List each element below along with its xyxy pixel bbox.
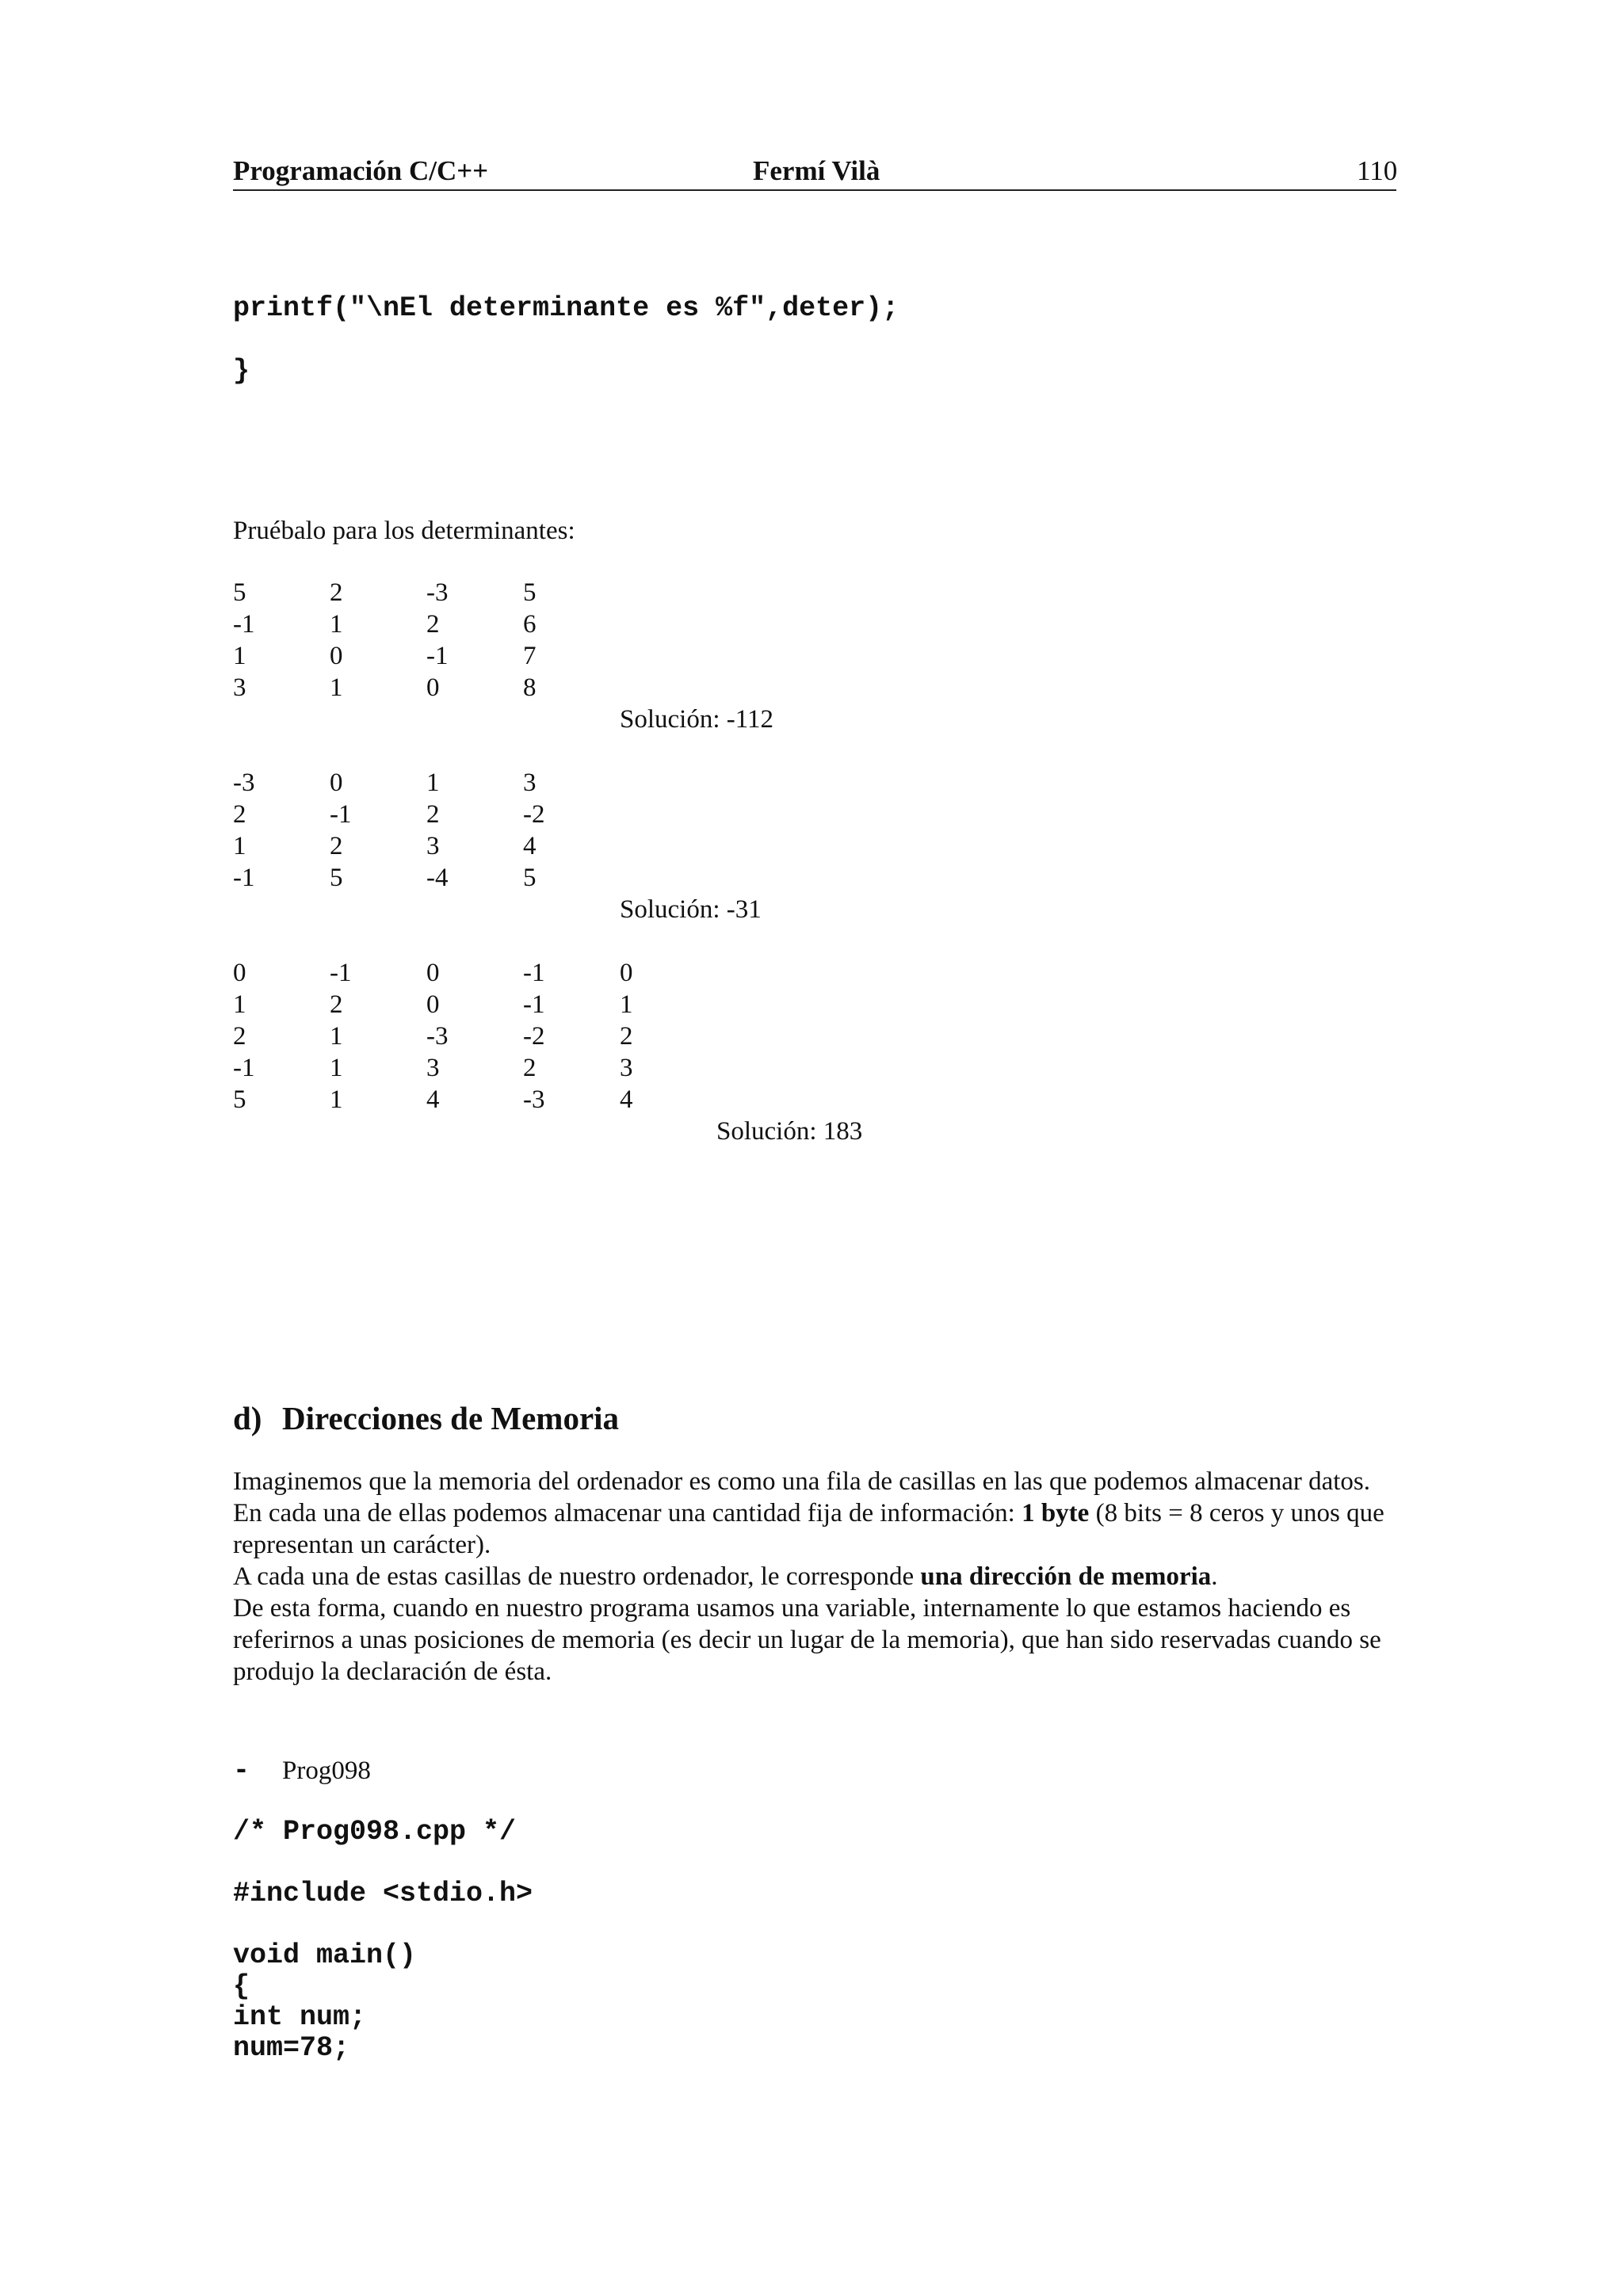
matrix-3-cell: 0: [426, 990, 440, 1019]
matrix-1-cell: 0: [330, 642, 343, 670]
paragraph-line-3: De esta forma, cuando en nuestro programa usamos una variable, internamente lo que estamos haciendo es referirnos a unas posiciones de memoria (es decir un lugar de la memoria), que han sido reservadas cuando se produjo la declaración de ésta.: [233, 1594, 1381, 1686]
matrix-2-cell: 2: [330, 832, 343, 860]
code-declaration: int num;: [233, 2001, 367, 2033]
paragraph-bold-address: una dirección de memoria: [920, 1562, 1212, 1591]
paragraph-text: (8 bits = 8 ceros y unos que representan un carácter).: [233, 1499, 1384, 1559]
matrix-2-cell: -2: [523, 800, 545, 829]
matrix-3-cell: 1: [330, 1022, 343, 1051]
code-main: void main(): [233, 1939, 417, 1971]
matrix-2-cell: 2: [426, 800, 440, 829]
code-comment: /* Prog098.cpp */: [233, 1816, 517, 1848]
matrix-2-cell: -3: [233, 769, 255, 797]
matrix-1-cell: 0: [426, 673, 440, 702]
matrix-1-cell: 5: [233, 578, 246, 607]
matrix-3-cell: 4: [620, 1085, 633, 1114]
matrix-2-cell: -1: [330, 800, 352, 829]
matrix-1-cell: 1: [330, 673, 343, 702]
paragraph-text: .: [1211, 1562, 1218, 1591]
matrix-3-cell: -2: [523, 1022, 545, 1051]
matrix-2-cell: 5: [330, 864, 343, 892]
matrix-3-cell: 2: [330, 990, 343, 1019]
section-title: Direcciones de Memoria: [282, 1400, 620, 1436]
code-open-brace: {: [233, 1970, 250, 2002]
matrix-2-cell: 2: [233, 800, 246, 829]
matrix-1-solution: Solución: -112: [620, 705, 774, 734]
matrix-3-cell: 1: [620, 990, 633, 1019]
matrix-1-cell: -1: [233, 610, 255, 639]
matrix-2-cell: 0: [330, 769, 343, 797]
matrix-3-cell: 1: [330, 1054, 343, 1082]
matrix-3-cell: 2: [620, 1022, 633, 1051]
matrix-1-cell: 6: [523, 610, 537, 639]
matrix-2-cell: -1: [233, 864, 255, 892]
matrix-3-cell: 5: [233, 1085, 246, 1114]
matrix-1-cell: 8: [523, 673, 537, 702]
matrix-3-cell: 1: [330, 1085, 343, 1114]
matrix-1-cell: 2: [426, 610, 440, 639]
matrix-3-cell: 2: [523, 1054, 537, 1082]
matrix-3-cell: 3: [426, 1054, 440, 1082]
matrix-1-cell: 5: [523, 578, 537, 607]
code-closing-brace: }: [233, 355, 250, 387]
matrix-3-cell: -3: [523, 1085, 545, 1114]
matrix-3-cell: 4: [426, 1085, 440, 1114]
header-rule: [233, 189, 1396, 191]
memory-paragraph: [233, 1466, 1398, 1688]
matrix-3-cell: 0: [426, 959, 440, 987]
program-name: Prog098: [282, 1756, 371, 1785]
matrix-2-cell: 5: [523, 864, 537, 892]
matrix-3-cell: -3: [426, 1022, 449, 1051]
matrix-3-cell: 0: [620, 959, 633, 987]
paragraph-line-1: [233, 1466, 1398, 1561]
matrix-1-cell: -3: [426, 578, 449, 607]
bullet-dash: -: [233, 1755, 250, 1787]
matrix-3-cell: 2: [233, 1022, 246, 1051]
matrix-3-cell: 3: [620, 1054, 633, 1082]
page-number: 110: [1357, 155, 1398, 186]
matrix-3-solution: Solución: 183: [716, 1117, 863, 1146]
matrix-2-cell: 1: [426, 769, 440, 797]
paragraph-bold-byte: 1 byte: [1022, 1499, 1090, 1527]
matrix-3-cell: -1: [330, 959, 352, 987]
section-marker: d): [233, 1400, 262, 1436]
matrix-3-cell: -1: [523, 990, 545, 1019]
matrix-2-cell: 3: [426, 832, 440, 860]
code-printf-line: printf("\nEl determinante es %f",deter);: [233, 292, 899, 324]
matrix-2-cell: -4: [426, 864, 449, 892]
matrix-1-cell: 2: [330, 578, 343, 607]
matrix-2-cell: 1: [233, 832, 246, 860]
header-title: Programación C/C++: [233, 155, 489, 186]
matrix-3-cell: -1: [233, 1054, 255, 1082]
paragraph-line-2: [233, 1561, 1398, 1592]
matrix-2-cell: 3: [523, 769, 537, 797]
intro-text: Pruébalo para los determinantes:: [233, 517, 575, 545]
code-assignment: num=78;: [233, 2032, 350, 2064]
matrix-2-cell: 4: [523, 832, 537, 860]
matrix-1-cell: 1: [330, 610, 343, 639]
code-include: #include <stdio.h>: [233, 1878, 533, 1909]
paragraph-text: Imaginemos que la memoria del ordenador es como una fila de casillas en las que podemos almacenar datos. En cada una de ellas podemos almacenar una cantidad fija de información:: [233, 1467, 1371, 1527]
matrix-3-cell: 1: [233, 990, 246, 1019]
matrix-3-cell: -1: [523, 959, 545, 987]
matrix-1-cell: -1: [426, 642, 449, 670]
matrix-3-cell: 0: [233, 959, 246, 987]
matrix-1-cell: 1: [233, 642, 246, 670]
matrix-1-cell: 7: [523, 642, 537, 670]
paragraph-text: A cada una de estas casillas de nuestro ordenador, le corresponde: [233, 1562, 921, 1591]
header-author: Fermí Vilà: [753, 155, 880, 186]
matrix-2-solution: Solución: -31: [620, 895, 762, 924]
matrix-1-cell: 3: [233, 673, 246, 702]
